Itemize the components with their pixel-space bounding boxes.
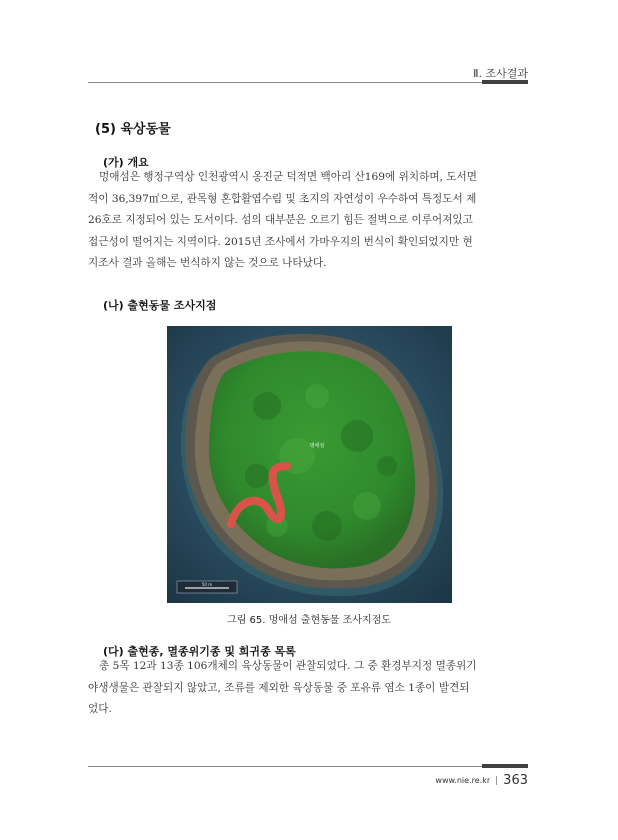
paragraph-line: 26호로 지정되어 있는 도서이다. 섬의 대부분은 오르기 힘든 절벽으로 이루어져있고 [88, 214, 473, 226]
paragraph-line: 었다. [88, 703, 112, 715]
figure-caption: 그림 65. 멍애섬 출현동물 조사지점도 [227, 615, 391, 626]
paragraph-line: 총 5목 12과 13종 106개체의 육상동물이 관찰되었다. 그 중 환경부지정 멸종위기 [99, 660, 477, 672]
footer-url[interactable]: www.nie.re.kr [435, 776, 491, 785]
subsection-title-overview: (가) 개요 [103, 156, 149, 169]
paragraph-line: 멍애섬은 행정구역상 인천광역시 옹진군 덕적면 백아리 산169에 위치하며, 도서면 [99, 171, 477, 183]
paragraph-line: 적이 36,397㎡으로, 관목형 혼합활엽수림 및 초지의 자연성이 우수하여 특정도서 제 [88, 192, 477, 205]
subsection-title-species-list: (다) 출현종, 멸종위기종 및 희귀종 목록 [103, 645, 296, 658]
footer-separator: | [495, 775, 499, 786]
survey-site-map [167, 326, 452, 603]
footer-rule [88, 766, 528, 767]
header-rule [88, 82, 528, 83]
section-title: (5) 육상동물 [95, 122, 171, 137]
paragraph-line: 지조사 결과 올해는 번식하지 않는 것으로 나타났다. [88, 257, 327, 269]
chapter-header: Ⅱ. 조사결과 [473, 67, 528, 80]
header-accent-bar [482, 80, 528, 84]
paragraph-line: 접근성이 떨어지는 지역이다. 2015년 조사에서 가마우지의 번식이 확인되었지만 현 [88, 235, 473, 248]
satellite-image [167, 326, 452, 603]
paragraph-line: 야생생물은 관찰되지 않았고, 조류를 제외한 육상동물 중 포유류 염소 1종이 발견되 [88, 681, 470, 694]
footer-accent-bar [482, 764, 528, 768]
island-map-label: 멍애섬 [309, 443, 325, 449]
page-footer [435, 773, 528, 788]
subsection-title-survey-site: (나) 출현동물 조사지점 [103, 299, 217, 312]
scale-label: 50 m [201, 582, 213, 587]
page-number: 363 [503, 773, 528, 788]
overview-paragraph [88, 167, 530, 275]
species-paragraph [88, 656, 530, 721]
